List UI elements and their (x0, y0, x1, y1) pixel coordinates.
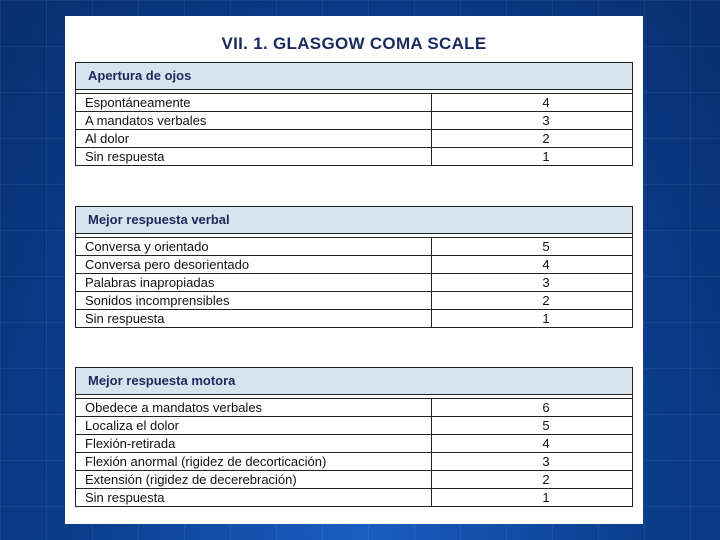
table-row (76, 238, 632, 255)
table-row (76, 111, 632, 129)
row-score: 2 (542, 472, 550, 487)
table-row (76, 255, 632, 273)
table-row (76, 309, 632, 327)
row-label: Obedece a mandatos verbales (76, 399, 432, 416)
row-label: Flexión-retirada (76, 435, 432, 452)
table-row (76, 147, 632, 165)
row-score: 4 (542, 436, 550, 451)
section-header: Apertura de ojos (76, 63, 632, 90)
row-label: Espontáneamente (76, 94, 432, 111)
row-score: 1 (542, 149, 550, 164)
row-score: 5 (542, 239, 550, 254)
row-label: Extensión (rigidez de decerebración) (76, 471, 432, 488)
table-row (76, 291, 632, 309)
row-score: 2 (542, 293, 550, 308)
table-row (76, 273, 632, 291)
row-score: 1 (542, 490, 550, 505)
row-score: 5 (542, 418, 550, 433)
row-label: Al dolor (76, 130, 432, 147)
table-row (76, 94, 632, 111)
table-row (76, 416, 632, 434)
row-label: Sonidos incomprensibles (76, 292, 432, 309)
row-label: Localiza el dolor (76, 417, 432, 434)
row-label: Conversa y orientado (76, 238, 432, 255)
section-motor-response (75, 367, 633, 507)
table-row (76, 129, 632, 147)
slide-card (65, 16, 643, 524)
row-score: 3 (542, 113, 550, 128)
section-header: Mejor respuesta motora (76, 368, 632, 395)
row-label: Sin respuesta (76, 148, 432, 165)
page-title: VII. 1. GLASGOW COMA SCALE (221, 34, 487, 53)
row-label: Conversa pero desorientado (76, 256, 432, 273)
row-label: Sin respuesta (76, 310, 432, 327)
row-label: Sin respuesta (76, 489, 432, 506)
table-row (76, 399, 632, 416)
section-header: Mejor respuesta verbal (76, 207, 632, 234)
section-verbal-response (75, 206, 633, 328)
table-row (76, 488, 632, 506)
row-label: A mandatos verbales (76, 112, 432, 129)
row-label: Palabras inapropiadas (76, 274, 432, 291)
row-score: 6 (542, 400, 550, 415)
row-score: 4 (542, 95, 550, 110)
row-score: 4 (542, 257, 550, 272)
row-score: 3 (542, 275, 550, 290)
row-label: Flexión anormal (rigidez de decorticación) (76, 453, 432, 470)
row-score: 2 (542, 131, 550, 146)
row-score: 3 (542, 454, 550, 469)
section-eye-opening (75, 62, 633, 166)
table-row (76, 452, 632, 470)
table-row (76, 434, 632, 452)
table-row (76, 470, 632, 488)
row-score: 1 (542, 311, 550, 326)
